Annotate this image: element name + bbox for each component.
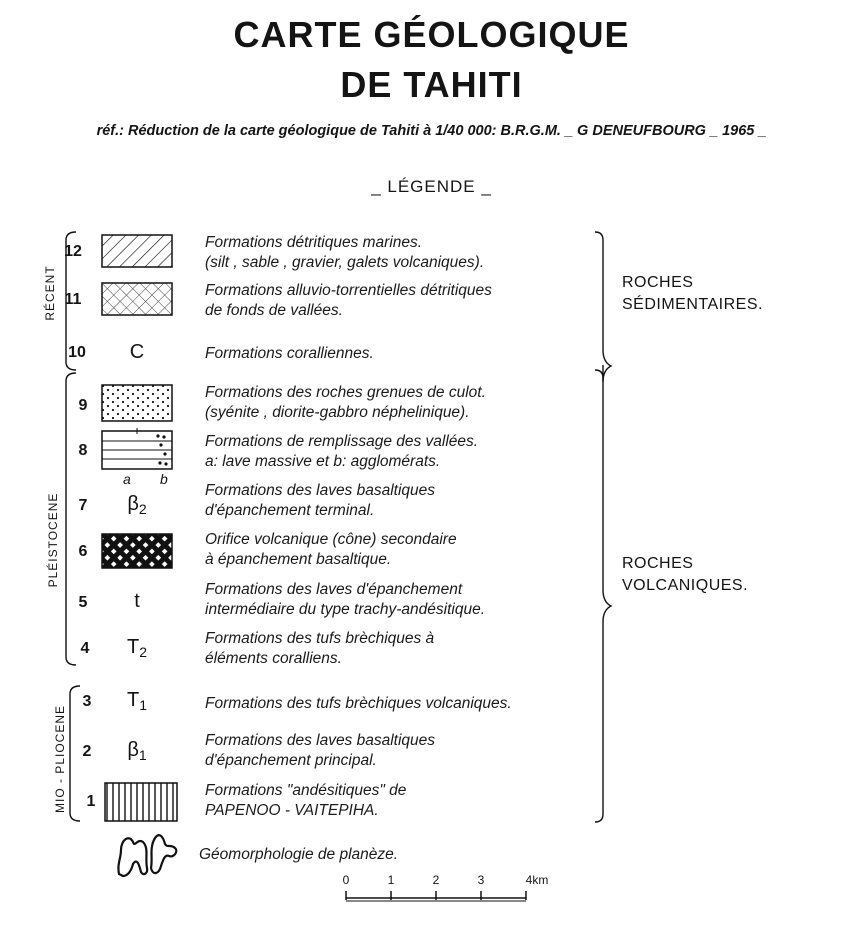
group-volcanic-line2: VOLCANIQUES. <box>622 577 749 594</box>
symbol-text: β <box>127 493 139 515</box>
symbol-subscript: 1 <box>138 747 147 763</box>
group-volcanic <box>622 553 748 597</box>
legend-desc-line: (syénite , diorite-gabbro néphelinique). <box>205 404 470 421</box>
legend-number: 4 <box>80 640 90 657</box>
legend-desc-line: d'épanchement terminal. <box>205 502 375 519</box>
legend-number: 6 <box>78 543 88 560</box>
legend-description <box>205 432 478 472</box>
legend-desc-line: à épanchement basaltique. <box>205 551 392 568</box>
vertical-lines-icon <box>104 782 178 822</box>
legend-desc-line: Formations des laves basaltiques <box>205 732 436 749</box>
legend-number: 2 <box>82 743 92 760</box>
legend-desc-line: Formations de remplissage des vallées. <box>205 433 479 450</box>
scale-tick-label: 3 <box>477 873 485 887</box>
symbol-text: T <box>126 689 140 711</box>
map-title-line2: DE TAHITI <box>340 64 523 105</box>
dotted-pattern-icon <box>101 384 173 422</box>
group-volcanic-line1: ROCHES <box>622 555 694 572</box>
legend-description <box>205 694 512 714</box>
legend-number: 3 <box>82 693 92 710</box>
legend-desc-line: (silt , sable , gravier, galets volcaniques). <box>205 254 485 271</box>
tuff-volcanic-symbol <box>101 689 173 713</box>
legend-description <box>205 344 374 364</box>
legend-description <box>205 383 486 423</box>
symbol-text: T <box>126 636 140 658</box>
legend-description <box>205 481 435 521</box>
legend-desc-line: d'épanchement principal. <box>205 752 377 769</box>
reference-note: réf.: Réduction de la carte géologique de Tahiti à 1/40 000: B.R.G.M. _ G DENEUFBOURG _ 1965 _ <box>96 123 767 139</box>
legend-desc-line: Formations des laves d'épanchement <box>205 581 463 598</box>
legend-desc-line: éléments coralliens. <box>205 650 342 667</box>
legend-desc-line: Formations alluvio-torrentielles détritiques <box>205 282 492 299</box>
legend-desc-line: Formations des laves basaltiques <box>205 482 436 499</box>
black-checker-icon <box>101 533 173 569</box>
legend-desc-line: Formations des tufs brèchiques volcaniques. <box>205 695 512 712</box>
basalt-terminal-symbol <box>101 493 173 517</box>
group-sedimentary-line1: ROCHES <box>622 274 694 291</box>
legend-desc-line: Formations détritiques marines. <box>205 234 423 251</box>
scale-bar <box>340 886 540 906</box>
symbol-subscript: 2 <box>139 644 147 660</box>
legend-number: 11 <box>64 291 82 308</box>
legend-description <box>205 281 492 321</box>
legend-number: 1 <box>86 793 96 810</box>
lines-and-dots-icon <box>101 428 173 472</box>
period-pleistocene: PLÉISTOCENE <box>46 492 60 588</box>
legend-heading: _ LÉGENDE _ <box>371 177 492 196</box>
symbol-subscript: 1 <box>139 697 147 713</box>
legend-number: 12 <box>64 243 82 260</box>
legend-number: 10 <box>68 344 86 361</box>
legend-description <box>205 781 406 821</box>
scale-tick-label: 2 <box>432 873 440 887</box>
coral-symbol: C <box>129 341 145 363</box>
legend-number: 5 <box>78 594 88 611</box>
legend-number: 9 <box>78 397 88 414</box>
symbol-text: β <box>127 739 139 761</box>
legend-desc-line: de fonds de vallées. <box>205 302 343 319</box>
legend-desc-line: Formations coralliennes. <box>205 345 374 362</box>
period-mio-pliocene: MIO - PLIOCENE <box>53 705 67 814</box>
symbol-label-a: a <box>123 471 131 487</box>
symbol-subscript: 2 <box>138 501 147 517</box>
legend-description <box>205 629 434 669</box>
legend-description <box>205 233 484 273</box>
legend-desc-line: Orifice volcanique (cône) secondaire <box>205 531 457 548</box>
crosshatch-icon <box>101 282 173 316</box>
legend-number: 8 <box>78 442 88 459</box>
legend-description <box>205 731 435 771</box>
legend-number: 7 <box>78 497 88 514</box>
period-recent: RÉCENT <box>43 265 57 321</box>
symbol-label-b: b <box>160 471 168 487</box>
legend-description <box>205 530 457 570</box>
diagonal-hatch-icon <box>101 234 173 268</box>
legend-description <box>205 580 485 620</box>
legend-desc-line: Formations des tufs brèchiques à <box>205 630 435 647</box>
scale-tick-label: 1 <box>387 873 395 887</box>
legend-desc-line: Formations des roches grenues de culot. <box>205 384 486 401</box>
map-title-line1: CARTE GÉOLOGIQUE <box>233 14 630 55</box>
legend-desc-line: intermédiaire du type trachy-andésitique. <box>205 601 486 618</box>
planeze-description: Géomorphologie de planèze. <box>199 846 399 863</box>
legend-desc-line: Formations "andésitiques" de <box>205 782 407 799</box>
scale-tick-label: 0 <box>342 873 350 887</box>
tuff-coral-symbol <box>101 636 173 660</box>
group-sedimentary <box>622 272 763 316</box>
legend-desc-line: a: lave massive et b: agglomérats. <box>205 453 441 470</box>
planeze-shapes-icon <box>115 828 183 880</box>
legend-desc-line: PAPENOO - VAITEPIHA. <box>205 802 379 819</box>
scale-tick-label: 4km <box>525 873 549 887</box>
trachy-andesite-symbol: t <box>134 590 140 612</box>
group-sedimentary-line2: SÉDIMENTAIRES. <box>622 296 763 313</box>
basalt-principal-symbol <box>101 739 173 763</box>
